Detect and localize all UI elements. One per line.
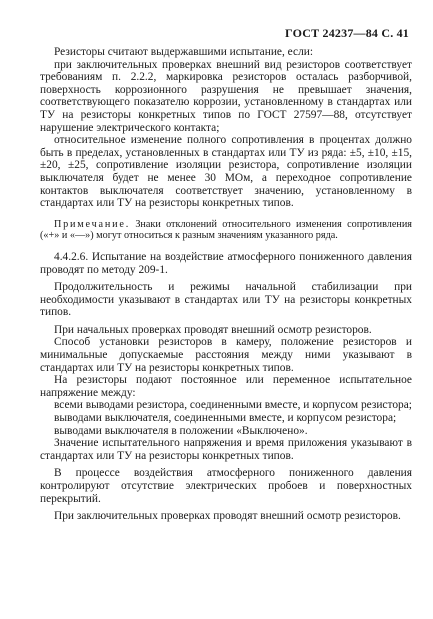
paragraph-monitoring: В процессе воздействия атмосферного пониженного давления контролируют отсутствие электрических пробоев и поверхностных перекрытий. xyxy=(40,467,412,505)
list-item-switch-off: выводами выключателя в положении «Выключено». xyxy=(54,424,308,437)
list-item-resistor-terminals: всеми выводами резистора, соединенными вместе, и корпусом резистора; xyxy=(54,399,412,412)
note xyxy=(40,219,412,242)
paragraph-final-visual-inspection: При заключительных проверках проводят внешний осмотр резисторов. xyxy=(54,510,401,523)
list-item-switch-terminals: выводами выключателя, соединенными вместе, и корпусом резистора; xyxy=(54,412,397,425)
section-heading-4-4-2-6: 4.4.2.6. Испытание на воздействие атмосферного пониженного давления проводят по методу 209-1. xyxy=(40,250,412,276)
paragraph-test-voltage: На резисторы подают постоянное или переменное испытательное напряжение между: xyxy=(40,374,412,399)
paragraph-initial-inspection: При начальных проверках проводят внешний осмотр резисторов. xyxy=(54,323,372,336)
paragraph-final-inspection: при заключительных проверках внешний вид резисторов соответствует требованиям п. 2.2.2, маркировка резисторов осталась разборчивой, поверхность коррозионного разрушения не превышает значения, соответствующего показателю коррозии, установленному в стандартах или ТУ на резисторы конкретных типов по ГОСТ 27597—88, отсутствует нарушение электрического контакта; xyxy=(40,58,412,134)
paragraph-stabilization: Продолжительность и режимы начальной стабилизации при необходимости указывают в стандартах или ТУ на резисторы конкретных типов. xyxy=(40,281,412,319)
paragraph-mounting: Способ установки резисторов в камеру, положение резисторов и минимальные допускаемые расстояния между ними указывают в стандартах или ТУ на резисторы конкретных типов. xyxy=(40,336,412,374)
paragraph-pass-criteria: Резисторы считают выдержавшими испытание, если: xyxy=(54,46,314,58)
note-label: Примечание. xyxy=(54,218,131,230)
page-header: ГОСТ 24237—84 С. 41 xyxy=(285,26,409,40)
paragraph-resistance-change: относительное изменение полного сопротивления в процентах должно быть в пределах, установленных в стандартах или ТУ из ряда: ±5, ±10, ±15, ±20, ±25, сопротивление изоляции резистора, сопротивление изоляции выключателя будет не менее 30 МОм, а переходное сопротивление контактов выключателя соответствует значению, установленному в стандартах или ТУ на резисторы конкретных типов. xyxy=(40,134,412,210)
note-text: Знаки отклонений относительного изменения сопротивления («+» и «—») могут относиться к разным значениям указанного ряда. xyxy=(40,218,412,242)
paragraph-voltage-value: Значение испытательного напряжения и время приложения указывают в стандартах или ТУ на резисторы конкретных типов. xyxy=(40,437,412,462)
page-body xyxy=(40,46,412,523)
